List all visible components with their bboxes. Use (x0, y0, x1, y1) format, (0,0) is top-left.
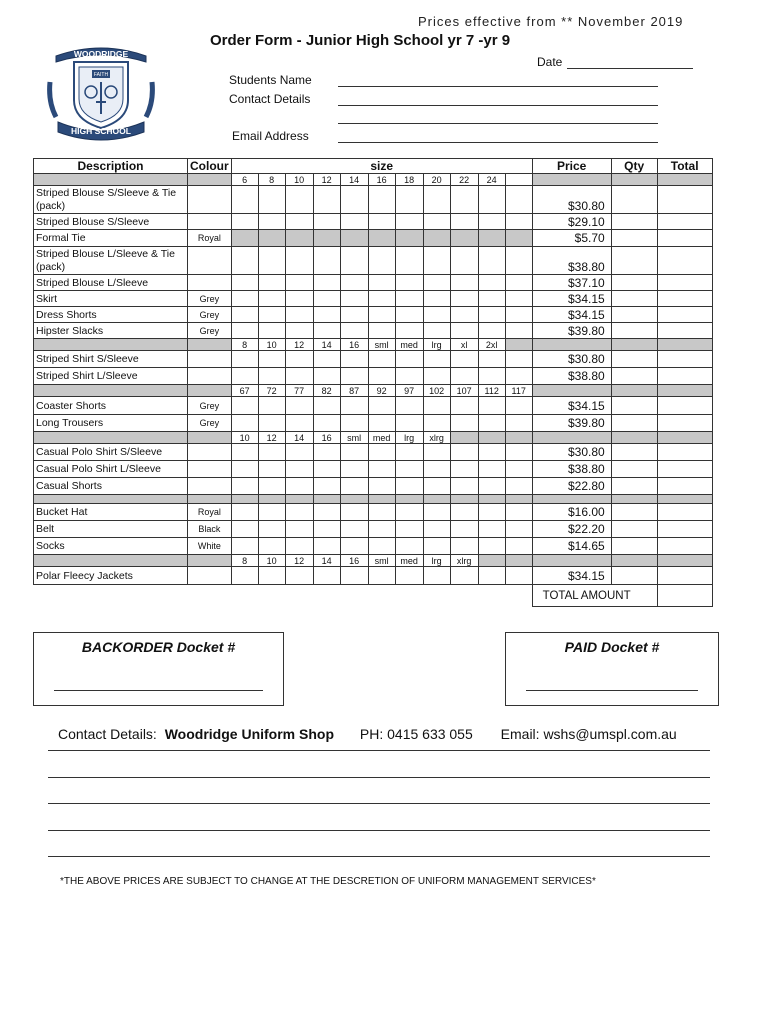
total-cell[interactable] (657, 538, 712, 555)
size-label: 2xl (478, 339, 505, 351)
size-band-row (34, 174, 713, 186)
total-amount-cell[interactable] (657, 585, 712, 607)
total-amount-label: TOTAL AMOUNT (532, 585, 657, 607)
col-size-header: size (231, 159, 532, 174)
shop-name: Woodridge Uniform Shop (164, 726, 334, 742)
size-label: 72 (258, 385, 285, 397)
total-cell[interactable] (657, 461, 712, 478)
total-cell[interactable] (657, 478, 712, 495)
table-row[interactable] (34, 307, 713, 323)
size-label: 14 (313, 339, 340, 351)
item-description: Striped Blouse L/Sleeve & Tie (pack) (34, 247, 188, 275)
item-price: $34.15 (532, 307, 611, 323)
item-colour: Royal (188, 230, 232, 247)
size-label: 22 (450, 174, 478, 186)
total-cell[interactable] (657, 397, 712, 415)
size-label: 102 (423, 385, 450, 397)
item-description: Coaster Shorts (34, 397, 188, 415)
item-description: Socks (34, 538, 188, 555)
qty-cell[interactable] (611, 307, 657, 323)
item-price: $30.80 (532, 186, 611, 214)
size-label: 12 (258, 432, 285, 444)
item-description: Formal Tie (34, 230, 188, 247)
size-label: 14 (340, 174, 368, 186)
item-colour (188, 461, 232, 478)
backorder-docket-line (54, 690, 263, 691)
size-label: 10 (258, 339, 285, 351)
table-row[interactable] (34, 521, 713, 538)
size-label: 14 (285, 432, 313, 444)
size-label: 77 (285, 385, 313, 397)
shop-email: Email: wshs@umspl.com.au (500, 726, 677, 742)
item-colour (188, 567, 232, 585)
qty-cell[interactable] (611, 247, 657, 275)
qty-cell[interactable] (611, 323, 657, 339)
item-price: $16.00 (532, 504, 611, 521)
qty-cell[interactable] (611, 538, 657, 555)
total-cell[interactable] (657, 567, 712, 585)
size-label: 12 (285, 555, 313, 567)
prices-effective-note: Prices effective from ** November 2019 (418, 14, 684, 29)
svg-text:FAITH: FAITH (93, 72, 109, 78)
total-cell[interactable] (657, 368, 712, 385)
size-label: 18 (395, 174, 423, 186)
item-price: $22.20 (532, 521, 611, 538)
size-label: 24 (478, 174, 505, 186)
table-header-row (34, 159, 713, 174)
size-label: sml (368, 339, 395, 351)
item-price: $37.10 (532, 275, 611, 291)
col-colour-header: Colour (188, 159, 232, 174)
total-cell[interactable] (657, 275, 712, 291)
table-row[interactable] (34, 504, 713, 521)
size-label: lrg (423, 339, 450, 351)
item-colour (188, 351, 232, 368)
col-total-header: Total (657, 159, 712, 174)
table-row[interactable] (34, 214, 713, 230)
total-cell[interactable] (657, 247, 712, 275)
item-price: $38.80 (532, 368, 611, 385)
item-description: Striped Blouse L/Sleeve (34, 275, 188, 291)
qty-cell[interactable] (611, 397, 657, 415)
notes-line[interactable] (48, 803, 710, 804)
size-label: xlrg (450, 555, 478, 567)
total-cell[interactable] (657, 214, 712, 230)
table-row[interactable] (34, 567, 713, 585)
item-description: Long Trousers (34, 415, 188, 432)
students-name-line[interactable] (338, 86, 658, 87)
item-description: Casual Polo Shirt S/Sleeve (34, 444, 188, 461)
total-cell[interactable] (657, 351, 712, 368)
notes-line[interactable] (48, 777, 710, 778)
backorder-docket-title: BACKORDER Docket # (81, 639, 236, 655)
table-row[interactable] (34, 368, 713, 385)
size-band-row (34, 555, 713, 567)
size-label: 16 (340, 339, 368, 351)
item-description: Striped Shirt S/Sleeve (34, 351, 188, 368)
item-description: Casual Shorts (34, 478, 188, 495)
date-field[interactable] (537, 55, 562, 69)
qty-cell[interactable] (611, 461, 657, 478)
paid-docket-box[interactable] (505, 632, 719, 706)
table-row[interactable] (34, 444, 713, 461)
contact-details-line-1[interactable] (338, 105, 658, 106)
item-description: Striped Blouse S/Sleeve (34, 214, 188, 230)
size-label: med (395, 555, 423, 567)
item-price: $22.80 (532, 478, 611, 495)
item-colour: Grey (188, 415, 232, 432)
item-description: Bucket Hat (34, 504, 188, 521)
item-colour: Royal (188, 504, 232, 521)
total-cell[interactable] (657, 415, 712, 432)
size-label: 97 (395, 385, 423, 397)
item-description: Polar Fleecy Jackets (34, 567, 188, 585)
size-label: 16 (368, 174, 395, 186)
school-crest-icon (46, 42, 156, 142)
order-table (33, 158, 713, 607)
size-label: lrg (423, 555, 450, 567)
paid-docket-line (526, 690, 698, 691)
item-colour (188, 186, 232, 214)
notes-line[interactable] (48, 856, 710, 857)
shop-phone: PH: 0415 633 055 (359, 726, 473, 742)
size-label: 14 (313, 555, 340, 567)
table-row[interactable] (34, 247, 713, 275)
svg-text:HIGH SCHOOL: HIGH SCHOOL (71, 126, 131, 136)
item-price: $29.10 (532, 214, 611, 230)
students-name-label: Students Name (229, 73, 312, 87)
table-row[interactable] (34, 461, 713, 478)
qty-cell[interactable] (611, 521, 657, 538)
size-label: med (395, 339, 423, 351)
size-label: xl (450, 339, 478, 351)
size-label: xlrg (423, 432, 450, 444)
qty-cell[interactable] (611, 567, 657, 585)
qty-cell[interactable] (611, 368, 657, 385)
size-label: 20 (423, 174, 450, 186)
item-colour (188, 444, 232, 461)
table-row[interactable] (34, 275, 713, 291)
size-label: 8 (258, 174, 285, 186)
size-label: 10 (285, 174, 313, 186)
price-disclaimer: *THE ABOVE PRICES ARE SUBJECT TO CHANGE AT THE DESCRETION OF UNIFORM MANAGEMENT SERVICES* (60, 876, 596, 887)
size-band-row (34, 339, 713, 351)
table-row[interactable] (34, 397, 713, 415)
date-line (567, 68, 693, 69)
item-colour (188, 478, 232, 495)
contact-details-label: Contact Details (229, 92, 311, 106)
item-price: $5.70 (532, 230, 611, 247)
size-label: 82 (313, 385, 340, 397)
contact-details-row (58, 726, 677, 742)
qty-cell[interactable] (611, 444, 657, 461)
total-cell[interactable] (657, 323, 712, 339)
item-price: $34.15 (532, 567, 611, 585)
item-colour: White (188, 538, 232, 555)
item-price: $38.80 (532, 461, 611, 478)
table-row[interactable] (34, 351, 713, 368)
item-price: $39.80 (532, 415, 611, 432)
size-label: 12 (313, 174, 340, 186)
email-address-line[interactable] (338, 142, 658, 143)
paid-docket-title: PAID Docket # (564, 639, 660, 655)
size-label: sml (368, 555, 395, 567)
item-colour (188, 275, 232, 291)
notes-line[interactable] (48, 830, 710, 831)
notes-line[interactable] (48, 750, 710, 751)
item-colour: Grey (188, 397, 232, 415)
item-description: Belt (34, 521, 188, 538)
size-label: 107 (450, 385, 478, 397)
size-label: 117 (505, 385, 532, 397)
col-description-header: Description (34, 159, 188, 174)
table-row[interactable] (34, 230, 713, 247)
size-label: 10 (231, 432, 258, 444)
qty-cell[interactable] (611, 214, 657, 230)
item-price: $38.80 (532, 247, 611, 275)
item-colour: Grey (188, 307, 232, 323)
table-row[interactable] (34, 291, 713, 307)
table-row[interactable] (34, 478, 713, 495)
item-price: $34.15 (532, 397, 611, 415)
table-row[interactable] (34, 186, 713, 214)
total-cell[interactable] (657, 444, 712, 461)
separator-band-row (34, 495, 713, 504)
size-band-row (34, 385, 713, 397)
qty-cell[interactable] (611, 186, 657, 214)
item-colour (188, 214, 232, 230)
size-label: 67 (231, 385, 258, 397)
item-description: Casual Polo Shirt L/Sleeve (34, 461, 188, 478)
item-description: Skirt (34, 291, 188, 307)
form-title: Order Form - Junior High School yr 7 -yr 9 (210, 32, 511, 49)
contact-details-line-2[interactable] (338, 123, 658, 124)
total-cell[interactable] (657, 521, 712, 538)
total-cell[interactable] (657, 291, 712, 307)
size-label: med (368, 432, 395, 444)
item-description: Striped Blouse S/Sleeve & Tie (pack) (34, 186, 188, 214)
qty-cell[interactable] (611, 291, 657, 307)
qty-cell[interactable] (611, 504, 657, 521)
item-description: Striped Shirt L/Sleeve (34, 368, 188, 385)
size-label: 6 (231, 174, 258, 186)
qty-cell[interactable] (611, 351, 657, 368)
size-label: 87 (340, 385, 368, 397)
table-row[interactable] (34, 538, 713, 555)
email-address-label: Email Address (232, 129, 309, 143)
size-label: 112 (478, 385, 505, 397)
total-cell[interactable] (657, 504, 712, 521)
contact-label: Contact Details: (58, 726, 157, 742)
item-price: $14.65 (532, 538, 611, 555)
item-colour (188, 368, 232, 385)
qty-cell[interactable] (611, 478, 657, 495)
item-price: $30.80 (532, 351, 611, 368)
size-label: 8 (231, 555, 258, 567)
col-price-header: Price (532, 159, 611, 174)
school-logo (46, 42, 156, 142)
size-band-row (34, 432, 713, 444)
item-colour (188, 247, 232, 275)
size-label: 10 (258, 555, 285, 567)
item-price: $30.80 (532, 444, 611, 461)
size-label: 12 (285, 339, 313, 351)
item-price: $39.80 (532, 323, 611, 339)
total-cell[interactable] (657, 307, 712, 323)
total-amount-row (34, 585, 713, 607)
item-colour: Grey (188, 323, 232, 339)
size-label: 92 (368, 385, 395, 397)
table-row[interactable] (34, 415, 713, 432)
date-label: Date (537, 55, 563, 69)
item-price: $34.15 (532, 291, 611, 307)
size-label: 16 (313, 432, 340, 444)
item-description: Dress Shorts (34, 307, 188, 323)
backorder-docket-box[interactable] (33, 632, 284, 706)
size-label: 16 (340, 555, 368, 567)
svg-text:WOODRIDGE: WOODRIDGE (73, 49, 129, 59)
col-qty-header: Qty (611, 159, 657, 174)
size-label: 8 (231, 339, 258, 351)
qty-cell[interactable] (611, 230, 657, 247)
total-cell[interactable] (657, 230, 712, 247)
size-label: lrg (395, 432, 423, 444)
qty-cell[interactable] (611, 415, 657, 432)
item-description: Hipster Slacks (34, 323, 188, 339)
item-colour: Black (188, 521, 232, 538)
item-colour: Grey (188, 291, 232, 307)
size-label: sml (340, 432, 368, 444)
total-cell[interactable] (657, 186, 712, 214)
qty-cell[interactable] (611, 275, 657, 291)
table-row[interactable] (34, 323, 713, 339)
